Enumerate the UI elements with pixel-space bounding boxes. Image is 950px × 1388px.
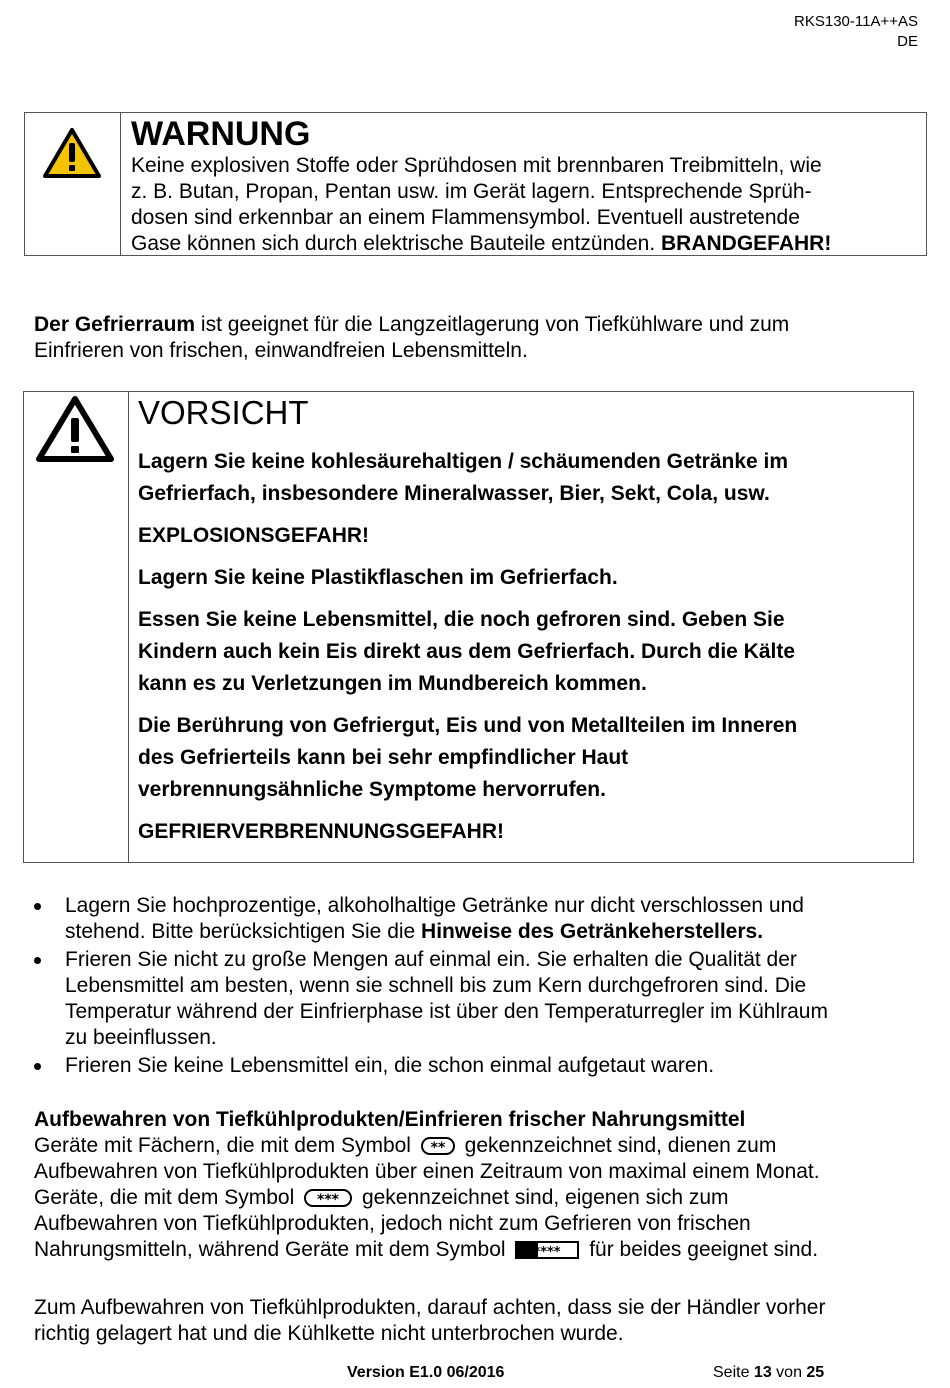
list-line bbox=[65, 919, 914, 945]
warning-title: WARNUNG bbox=[131, 115, 311, 153]
svg-text:****: **** bbox=[533, 1245, 561, 1260]
storage-line bbox=[34, 1185, 924, 1211]
three-star-symbol-icon bbox=[304, 1189, 352, 1207]
svg-text:**: ** bbox=[430, 1140, 446, 1156]
caution-triangle-icon bbox=[35, 394, 115, 464]
page-prefix: Seite bbox=[713, 1364, 754, 1381]
model-number: RKS130-11A++AS bbox=[794, 13, 918, 30]
two-star-symbol-icon bbox=[421, 1137, 455, 1155]
caution-paragraph: Lagern Sie keine Plastikflaschen im Gefrierfach. bbox=[138, 566, 618, 589]
list-line: Temperatur während der Einfrierphase ist über den Temperaturregler im Kühlraum bbox=[65, 1000, 828, 1023]
four-star-symbol-icon bbox=[515, 1241, 579, 1259]
language-code: DE bbox=[897, 33, 918, 50]
freezer-intro-line2: Einfrieren von frischen, einwandfreien Lebensmitteln. bbox=[34, 339, 528, 362]
storage-text: gekennzeichnet sind, eigenen sich zum bbox=[356, 1186, 729, 1209]
page-header bbox=[794, 12, 918, 52]
caution-content bbox=[138, 394, 903, 858]
caution-line: Gefrierfach, insbesondere Mineralwasser, Bier, Sekt, Cola, usw. bbox=[138, 482, 770, 505]
list-item bbox=[34, 947, 914, 1051]
warning-box bbox=[24, 112, 927, 256]
warning-triangle-icon bbox=[42, 127, 102, 179]
list-line: Frieren Sie nicht zu große Mengen auf einmal ein. Sie erhalten die Qualität der bbox=[65, 948, 797, 971]
caution-line: kann es zu Verletzungen im Mundbereich kommen. bbox=[138, 672, 647, 695]
bullet-icon bbox=[34, 1063, 41, 1070]
storage-text: Geräte mit Fächern, die mit dem Symbol bbox=[34, 1134, 417, 1157]
list-item bbox=[34, 1053, 914, 1079]
caution-line: Lagern Sie keine kohlesäurehaltigen / schäumenden Getränke im bbox=[138, 450, 789, 473]
caution-paragraph bbox=[138, 710, 903, 806]
page-number bbox=[713, 1363, 824, 1383]
storage-heading: Aufbewahren von Tiefkühlprodukten/Einfrieren frischer Nahrungsmittel bbox=[34, 1108, 746, 1131]
storage-text: gekennzeichnet sind, dienen zum bbox=[458, 1134, 777, 1157]
total-pages: 25 bbox=[806, 1364, 825, 1381]
caution-line: des Gefrierteils kann bei sehr empfindlicher Haut bbox=[138, 746, 629, 769]
page-separator: von bbox=[771, 1364, 807, 1381]
list-item bbox=[34, 893, 914, 945]
caution-line: Essen Sie keine Lebensmittel, die noch gefroren sind. Geben Sie bbox=[138, 608, 785, 631]
caution-icon-cell bbox=[24, 392, 129, 862]
warning-line-last bbox=[131, 231, 916, 257]
caution-paragraph bbox=[138, 604, 903, 700]
bullet-icon bbox=[34, 957, 41, 964]
warning-content bbox=[131, 115, 916, 257]
list-line: zu beeinflussen. bbox=[65, 1026, 217, 1049]
caution-box bbox=[23, 391, 914, 863]
closing-paragraph bbox=[34, 1295, 924, 1347]
storage-line bbox=[34, 1237, 924, 1263]
closing-line: Zum Aufbewahren von Tiefkühlprodukten, darauf achten, dass sie der Händler vorher bbox=[34, 1296, 826, 1319]
freezer-intro-text: ist geeignet für die Langzeitlagerung von Tiefkühlware und zum bbox=[195, 313, 790, 336]
explosion-hazard-label: EXPLOSIONSGEFAHR! bbox=[138, 524, 370, 547]
caution-line: Die Berührung von Gefriergut, Eis und von Metallteilen im Inneren bbox=[138, 714, 798, 737]
warning-line: dosen sind erkennbar an einem Flammensymbol. Eventuell austretende bbox=[131, 206, 800, 229]
warning-line: z. B. Butan, Propan, Pentan usw. im Gerät lagern. Entsprechende Sprüh- bbox=[131, 180, 812, 203]
caution-line: Kindern auch kein Eis direkt aus dem Gefrierfach. Durch die Kälte bbox=[138, 640, 796, 663]
warning-line-text: Gase können sich durch elektrische Bauteile entzünden. bbox=[131, 232, 661, 255]
storage-text: für beides geeignet sind. bbox=[583, 1238, 819, 1261]
list-line: Lebensmittel am besten, wenn sie schnell bis zum Kern durchgefroren sind. Die bbox=[65, 974, 807, 997]
caution-title: VORSICHT bbox=[138, 394, 309, 431]
advice-list bbox=[34, 893, 914, 1081]
freezer-burn-hazard-label: GEFRIERVERBRENNUNGSGEFAHR! bbox=[138, 820, 504, 843]
storage-text: Nahrungsmitteln, während Geräte mit dem Symbol bbox=[34, 1238, 512, 1261]
list-line: Frieren Sie keine Lebensmittel ein, die schon einmal aufgetaut waren. bbox=[65, 1054, 715, 1077]
storage-line bbox=[34, 1133, 924, 1159]
freezer-intro-paragraph bbox=[34, 312, 914, 364]
bullet-icon bbox=[34, 903, 41, 910]
current-page: 13 bbox=[753, 1364, 772, 1381]
freezer-term: Der Gefrierraum bbox=[34, 313, 196, 336]
warning-text bbox=[131, 153, 916, 257]
list-text: stehend. Bitte berücksichtigen Sie die bbox=[65, 920, 422, 943]
warning-icon-cell bbox=[25, 113, 121, 255]
storage-text: Geräte, die mit dem Symbol bbox=[34, 1186, 301, 1209]
storage-section bbox=[34, 1107, 924, 1263]
storage-line: Aufbewahren von Tiefkühlprodukten über einen Zeitraum von maximal einem Monat. bbox=[34, 1160, 820, 1183]
version-label: Version E1.0 06/2016 bbox=[347, 1364, 505, 1381]
svg-text:***: *** bbox=[317, 1192, 340, 1208]
storage-line: Aufbewahren von Tiefkühlprodukten, jedoch nicht zum Gefrieren von frischen bbox=[34, 1212, 751, 1235]
manufacturer-notes-term: Hinweise des Getränkeherstellers. bbox=[421, 920, 764, 943]
list-line: Lagern Sie hochprozentige, alkoholhaltige Getränke nur dicht verschlossen und bbox=[65, 894, 804, 917]
closing-line: richtig gelagert hat und die Kühlkette nicht unterbrochen wurde. bbox=[34, 1322, 624, 1345]
warning-line: Keine explosiven Stoffe oder Sprühdosen mit brennbaren Treibmitteln, wie bbox=[131, 154, 822, 177]
caution-line: verbrennungsähnliche Symptome hervorrufen. bbox=[138, 778, 606, 801]
fire-hazard-label: BRANDGEFAHR! bbox=[661, 232, 832, 255]
caution-paragraph bbox=[138, 446, 903, 510]
